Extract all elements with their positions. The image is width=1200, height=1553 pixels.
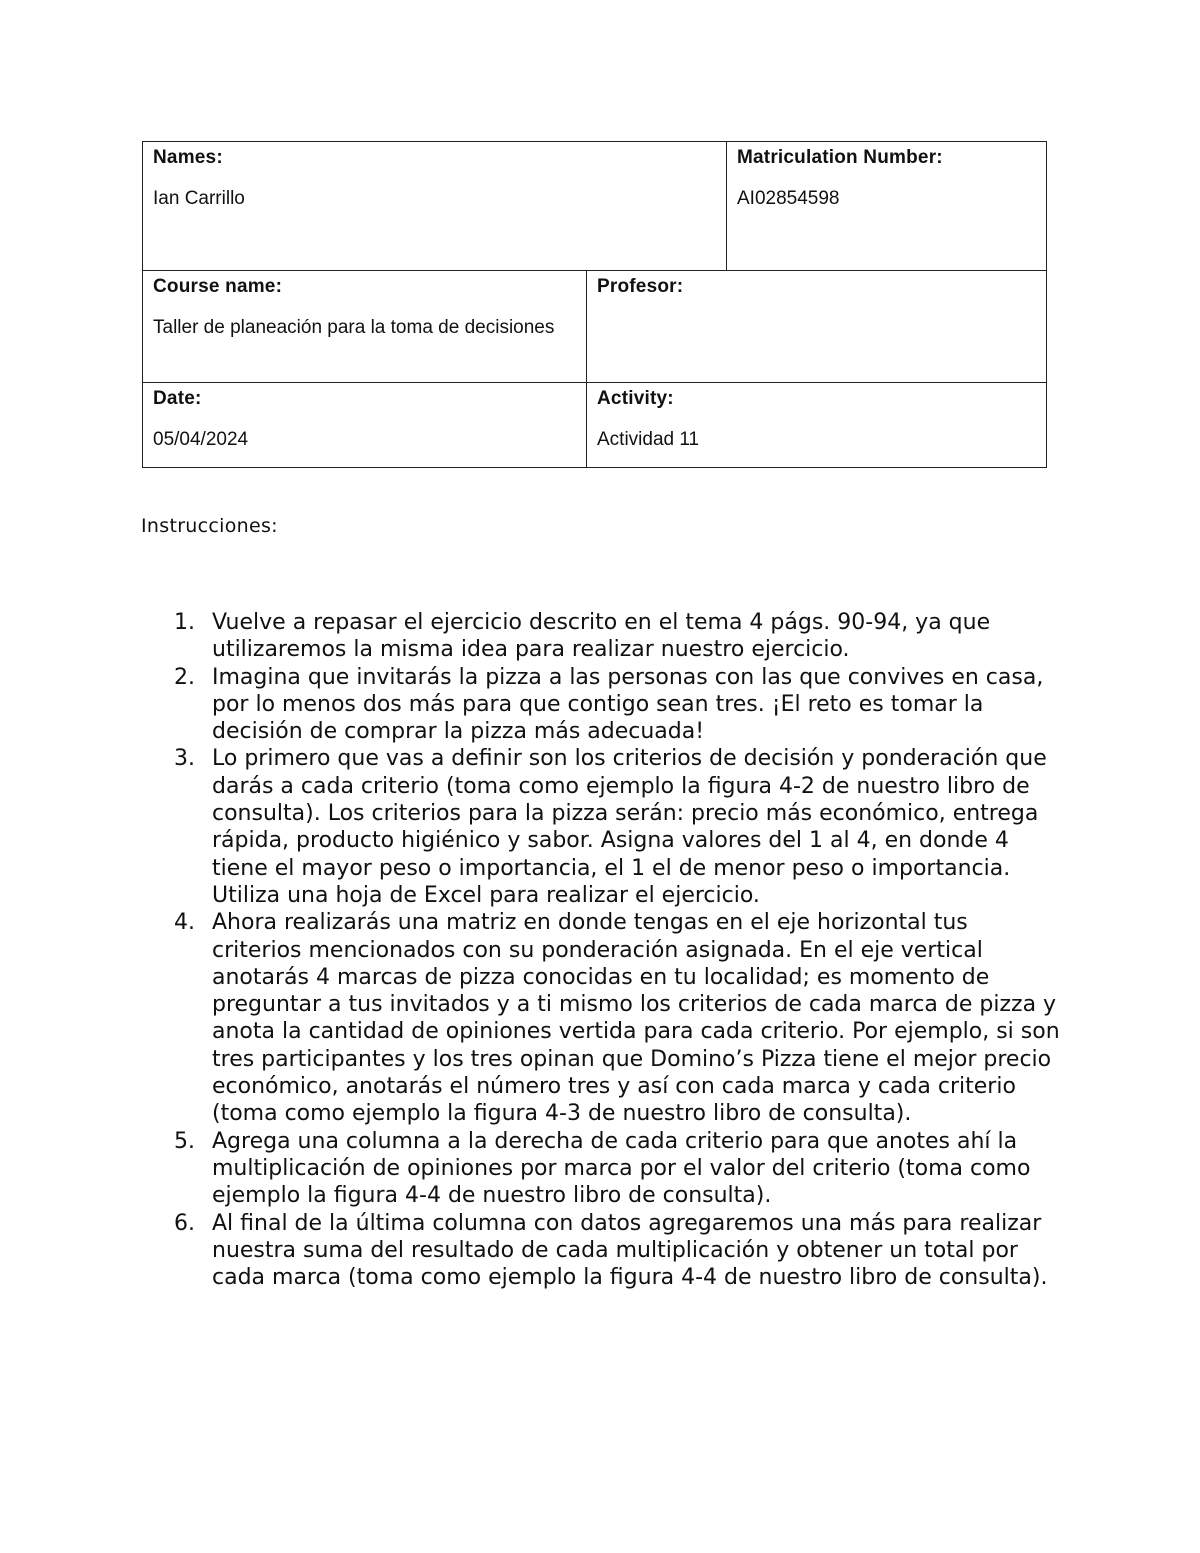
list-item-text: Imagina que invitarás la pizza a las personas con las que convives en casa, por lo menos dos más para que contigo sean tres. ¡El reto es tomar la decisión de comprar la pizza más adecuada!: [212, 664, 1044, 745]
matriculation-value: AI02854598: [737, 188, 840, 209]
list-item-number: 6.: [174, 1210, 195, 1236]
list-item-number: 3.: [174, 746, 195, 772]
matriculation-cell: [726, 141, 1047, 271]
header-info-table: [142, 141, 1047, 468]
activity-label: Activity:: [597, 388, 674, 409]
names-value: Ian Carrillo: [153, 188, 245, 209]
names-label: Names:: [153, 147, 223, 168]
list-item-text: Lo primero que vas a definir son los criterios de decisión y ponderación que darás a cada criterio (toma como ejemplo la figura 4-2 de nuestro libro de consulta). Los criterios para la pizza serán: precio más económico, entrega rápida, producto higiénico y sabor. Asigna valores del 1 al 4, en donde 4 tiene el mayor peso o importancia, el 1 el de menor peso o importancia. Utiliza una hoja de Excel para realizar el ejercicio.: [212, 746, 1047, 908]
list-item-number: 2.: [174, 664, 195, 690]
names-cell: [142, 141, 727, 271]
list-item: [174, 909, 1064, 1127]
list-item-text: Agrega una columna a la derecha de cada criterio para que anotes ahí la multiplicación de opiniones por marca por el valor del criterio (toma como ejemplo la figura 4-4 de nuestro libro de consulta).: [212, 1128, 1031, 1209]
list-item: [174, 1210, 1064, 1292]
activity-value: Actividad 11: [597, 429, 700, 450]
course-name-value: Taller de planeación para la toma de decisiones: [153, 317, 555, 338]
list-item: [174, 745, 1064, 909]
list-item-text: Ahora realizarás una matriz en donde tengas en el eje horizontal tus criterios mencionados con su ponderación asignada. En el eje vertical anotarás 4 marcas de pizza conocidas en tu localidad; es momento de preguntar a tus invitados y a ti mismo los criterios de cada marca de pizza y anota la cantidad de opiniones vertida para cada criterio. Por ejemplo, si son tres participantes y los tres opinan que Domino’s Pizza tiene el mejor precio económico, anotarás el número tres y así con cada marca y cada criterio (toma como ejemplo la figura 4-3 de nuestro libro de consulta).: [212, 910, 1060, 1127]
activity-cell: [586, 382, 1047, 468]
course-name-cell: [142, 270, 587, 383]
profesor-cell: [586, 270, 1047, 383]
date-cell: [142, 382, 587, 468]
profesor-label: Profesor:: [597, 276, 684, 297]
list-item-number: 4.: [174, 910, 195, 936]
list-item-text: Vuelve a repasar el ejercicio descrito en el tema 4 págs. 90-94, ya que utilizaremos la misma idea para realizar nuestro ejercicio.: [212, 610, 991, 663]
list-item: [174, 609, 1064, 664]
matriculation-label: Matriculation Number:: [737, 147, 943, 168]
instructions-heading: Instrucciones:: [141, 515, 278, 537]
list-item: [174, 664, 1064, 746]
course-name-label: Course name:: [153, 276, 283, 297]
date-label: Date:: [153, 388, 202, 409]
list-item-number: 5.: [174, 1128, 195, 1154]
date-value: 05/04/2024: [153, 429, 249, 450]
list-item-number: 1.: [174, 610, 195, 635]
list-item-text: Al final de la última columna con datos agregaremos una más para realizar nuestra suma del resultado de cada multiplicación y obtener un total por cada marca (toma como ejemplo la figura 4-4 de nuestro libro de consulta).: [212, 1210, 1048, 1291]
list-item: [174, 1128, 1064, 1210]
instructions-list: [174, 609, 1064, 1291]
